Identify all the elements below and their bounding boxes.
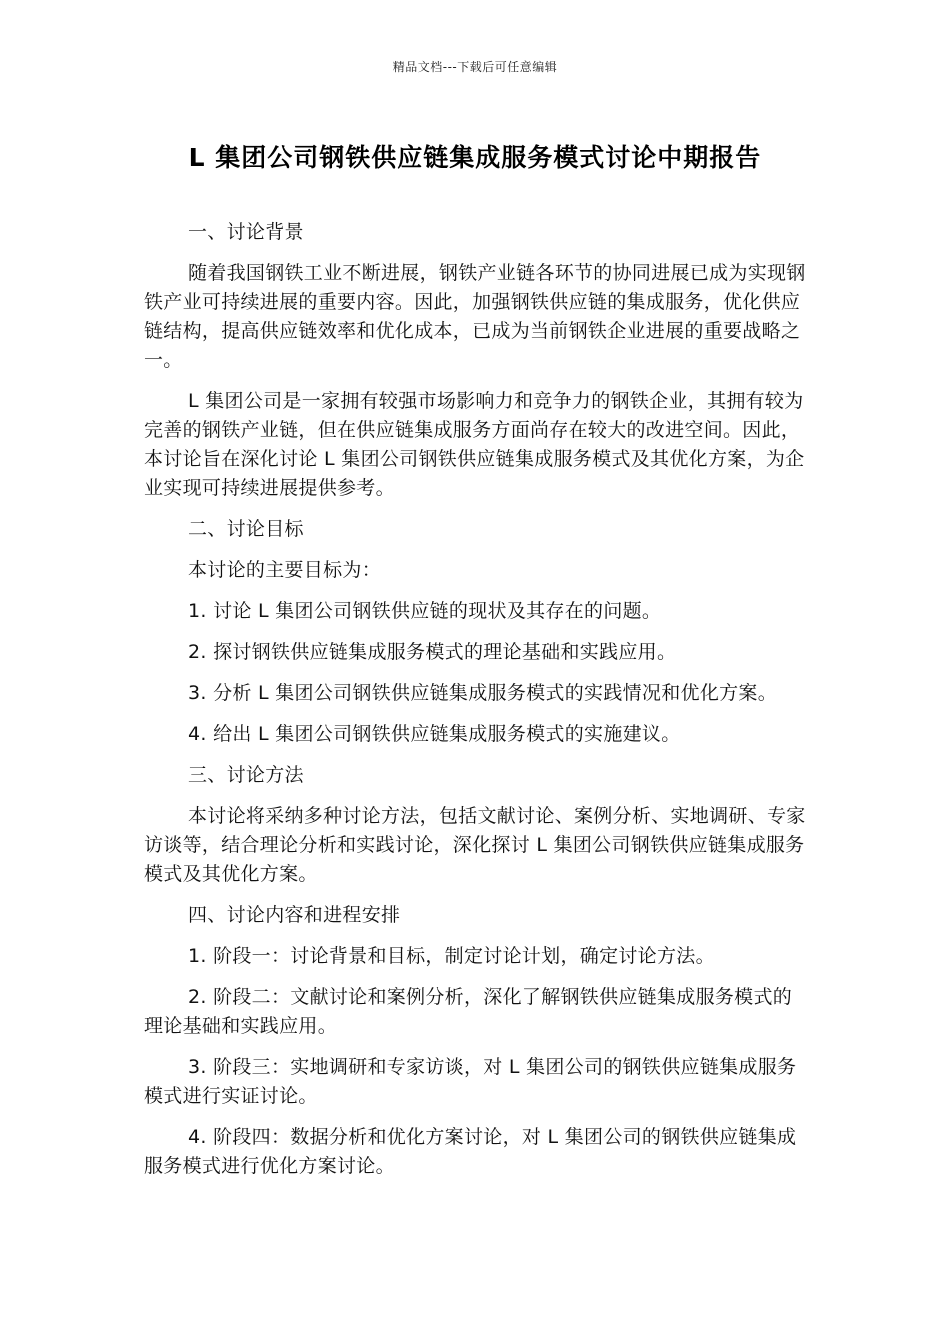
objective-item: 2. 探讨钢铁供应链集成服务模式的理论基础和实践应用。 [188, 641, 677, 663]
header-note: 精品文档---下载后可任意编辑 [392, 60, 558, 74]
section-heading-methods: 三、讨论方法 [188, 764, 304, 786]
section-heading-background: 一、讨论背景 [188, 221, 304, 243]
objective-item: 1. 讨论 L 集团公司钢铁供应链的现状及其存在的问题。 [188, 600, 662, 622]
schedule-item: 2. 阶段二：文献讨论和案例分析，深化了解钢铁供应链集成服务模式的理论基础和实践应用。 [144, 986, 793, 1037]
background-paragraph-1: 随着我国钢铁工业不断进展，钢铁产业链各环节的协同进展已成为实现钢铁产业可持续进展的重要内容。因此，加强钢铁供应链的集成服务，优化供应链结构，提高供应链效率和优化成本，已成为当前钢铁企业进展的重要战略之一。 [144, 262, 806, 371]
document-body [144, 218, 808, 1193]
objectives-intro: 本讨论的主要目标为： [188, 559, 382, 581]
schedule-item: 4. 阶段四：数据分析和优化方案讨论，对 L 集团公司的钢铁供应链集成服务模式进行优化方案讨论。 [144, 1126, 797, 1177]
objective-item: 3. 分析 L 集团公司钢铁供应链集成服务模式的实践情况和优化方案。 [188, 682, 778, 704]
schedule-item: 1. 阶段一：讨论背景和目标，制定讨论计划，确定讨论方法。 [188, 945, 715, 967]
methods-paragraph: 本讨论将采纳多种讨论方法，包括文献讨论、案例分析、实地调研、专家访谈等，结合理论分析和实践讨论，深化探讨 L 集团公司钢铁供应链集成服务模式及其优化方案。 [144, 805, 806, 885]
objective-item: 4. 给出 L 集团公司钢铁供应链集成服务模式的实施建议。 [188, 723, 681, 745]
document-title: L 集团公司钢铁供应链集成服务模式讨论中期报告 [188, 143, 762, 172]
section-heading-objectives: 二、讨论目标 [188, 518, 304, 540]
background-paragraph-2: L 集团公司是一家拥有较强市场影响力和竞争力的钢铁企业，其拥有较为完善的钢铁产业链，但在供应链集成服务方面尚存在较大的改进空间。因此，本讨论旨在深化讨论 L 集团公司钢铁供应链集成服务模式及其优化方案，为企业实现可持续进展提供参考。 [144, 390, 805, 499]
section-heading-schedule: 四、讨论内容和进程安排 [188, 904, 401, 926]
schedule-item: 3. 阶段三：实地调研和专家访谈，对 L 集团公司的钢铁供应链集成服务模式进行实证讨论。 [144, 1056, 797, 1107]
